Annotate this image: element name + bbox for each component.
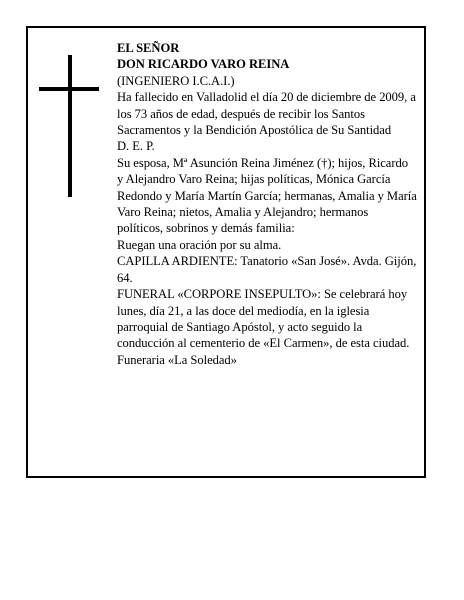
death-info: Ha fallecido en Valladolid el día 20 de diciembre de 2009, a los 73 años de edad, después de recibir los Santos Sacramentos y la Bendición Apostólica de Su Santidad <box>117 90 416 138</box>
funeral-info: FUNERAL «CORPORE INSEPULTO»: Se celebrará hoy lunes, día 21, a las doce del mediodía, en la iglesia parroquial de Santiago Apóstol, y acto seguido la conducción al cementerio de «El Carmen», de esta ciudad. <box>117 287 410 351</box>
funeral-home: Funeraria «La Soledad» <box>117 352 237 367</box>
prayer-request: Ruegan una oración por su alma. <box>117 237 282 252</box>
obituary-text <box>117 40 417 368</box>
obituary-frame <box>26 26 426 478</box>
rip-text: D. E. P. <box>117 139 155 154</box>
cross-horizontal-bar <box>39 87 99 91</box>
chapel-info: CAPILLA ARDIENTE: Tanatorio «San José». Avda. Gijón, 64. <box>117 254 417 285</box>
cross-vertical-bar <box>68 55 72 197</box>
family-list: Su esposa, Mª Asunción Reina Jiménez (†); hijos, Ricardo y Alejandro Varo Reina; hijas políticas, Mónica García Redondo y María Martín García; hermanas, Amalia y María Varo Reina; nietos, Amalia y Alejandro; hermanos políticos, sobrinos y demás familia: <box>117 155 417 236</box>
deceased-title: EL SEÑOR <box>117 41 180 55</box>
deceased-name: DON RICARDO VARO REINA <box>117 57 290 72</box>
deceased-profession: (INGENIERO I.C.A.I.) <box>117 73 235 88</box>
